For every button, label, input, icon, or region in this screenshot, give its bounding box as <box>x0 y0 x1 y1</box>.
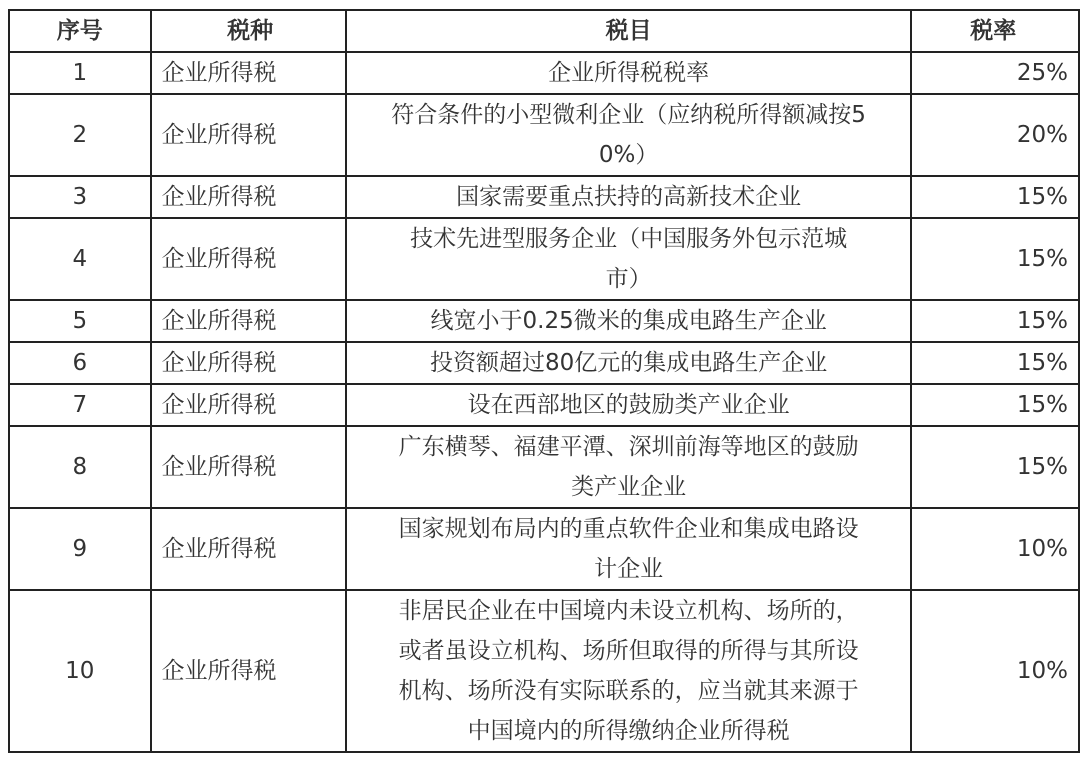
tax-type-cell: 企业所得税 <box>151 176 346 218</box>
tax-item-cell: 国家规划布局内的重点软件企业和集成电路设 计企业 <box>346 508 912 590</box>
table-row <box>9 176 1079 218</box>
row-number: 6 <box>9 342 151 384</box>
tax-type-cell: 企业所得税 <box>151 426 346 508</box>
row-number: 7 <box>9 384 151 426</box>
table-row <box>9 300 1079 342</box>
header-tax-type: 税种 <box>151 10 346 52</box>
rate-cell: 15% <box>911 218 1079 300</box>
row-number: 5 <box>9 300 151 342</box>
header-no: 序号 <box>9 10 151 52</box>
table-row <box>9 590 1079 752</box>
rate-cell: 15% <box>911 300 1079 342</box>
tax-type-cell: 企业所得税 <box>151 508 346 590</box>
header-row <box>9 10 1079 52</box>
row-number: 4 <box>9 218 151 300</box>
rate-cell: 15% <box>911 426 1079 508</box>
tax-type-cell: 企业所得税 <box>151 590 346 752</box>
row-number: 10 <box>9 590 151 752</box>
tax-item-cell: 企业所得税税率 <box>346 52 912 94</box>
header-tax-item: 税目 <box>346 10 912 52</box>
rate-cell: 25% <box>911 52 1079 94</box>
tax-type-cell: 企业所得税 <box>151 342 346 384</box>
rate-cell: 15% <box>911 342 1079 384</box>
rate-cell: 10% <box>911 508 1079 590</box>
tax-type-cell: 企业所得税 <box>151 94 346 176</box>
tax-type-cell: 企业所得税 <box>151 218 346 300</box>
rate-cell: 15% <box>911 176 1079 218</box>
table-row <box>9 426 1079 508</box>
tax-item-cell: 线宽小于0.25微米的集成电路生产企业 <box>346 300 912 342</box>
tax-item-cell: 投资额超过80亿元的集成电路生产企业 <box>346 342 912 384</box>
tax-rate-table <box>8 9 1080 753</box>
tax-item-cell: 非居民企业在中国境内未设立机构、场所的， 或者虽设立机构、场所但取得的所得与其所设 机构、场所没有实际联系的，应当就其来源于 中国境内的所得缴纳企业所得税 <box>346 590 912 752</box>
rate-cell: 10% <box>911 590 1079 752</box>
row-number: 8 <box>9 426 151 508</box>
tax-item-cell: 广东横琴、福建平潭、深圳前海等地区的鼓励 类产业企业 <box>346 426 912 508</box>
tax-item-cell: 符合条件的小型微利企业（应纳税所得额减按5 0%） <box>346 94 912 176</box>
tax-type-cell: 企业所得税 <box>151 384 346 426</box>
table-row <box>9 384 1079 426</box>
table-row <box>9 218 1079 300</box>
tax-item-cell: 国家需要重点扶持的高新技术企业 <box>346 176 912 218</box>
rate-cell: 20% <box>911 94 1079 176</box>
row-number: 1 <box>9 52 151 94</box>
table-row <box>9 52 1079 94</box>
row-number: 3 <box>9 176 151 218</box>
row-number: 2 <box>9 94 151 176</box>
tax-type-cell: 企业所得税 <box>151 52 346 94</box>
table-row <box>9 94 1079 176</box>
tax-item-cell: 技术先进型服务企业（中国服务外包示范城 市） <box>346 218 912 300</box>
tax-item-cell: 设在西部地区的鼓励类产业企业 <box>346 384 912 426</box>
tax-type-cell: 企业所得税 <box>151 300 346 342</box>
rate-cell: 15% <box>911 384 1079 426</box>
row-number: 9 <box>9 508 151 590</box>
table-row <box>9 508 1079 590</box>
header-rate: 税率 <box>911 10 1079 52</box>
table-row <box>9 342 1079 384</box>
